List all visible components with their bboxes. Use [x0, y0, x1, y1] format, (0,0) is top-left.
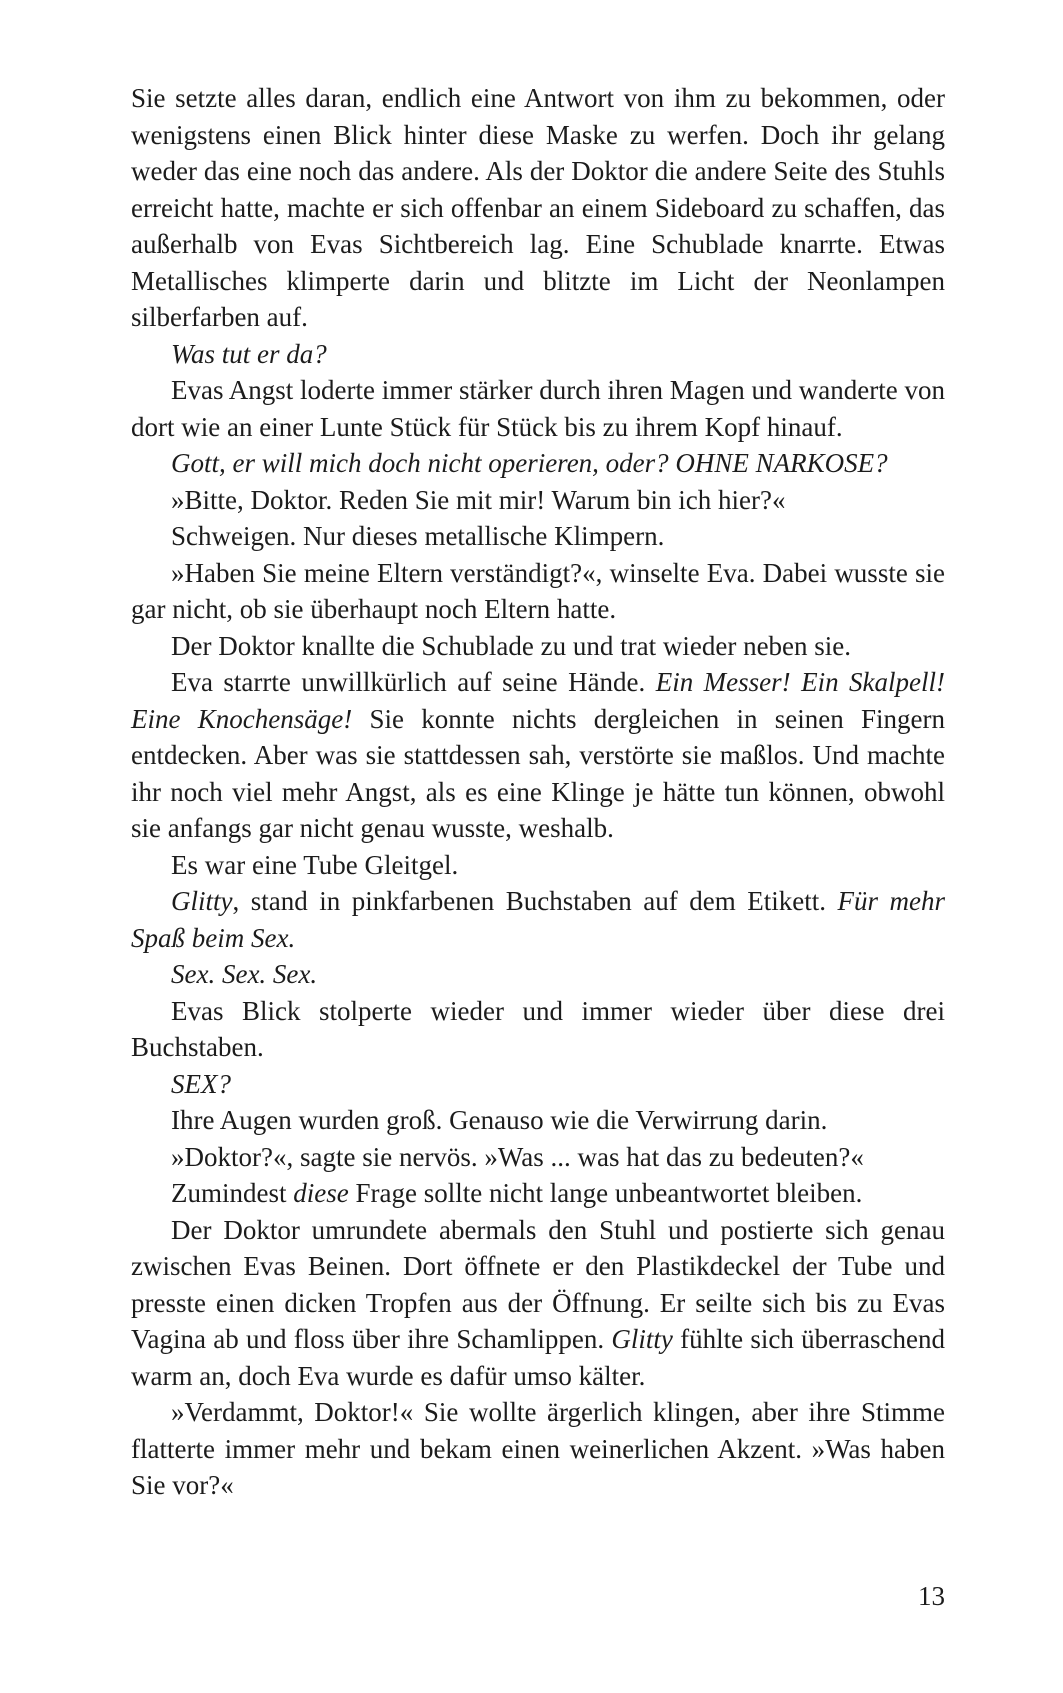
italic-text-run: diese [293, 1178, 349, 1208]
text-run: Zumindest [171, 1178, 294, 1208]
paragraph [131, 847, 945, 884]
italic-text-run: Glitty [611, 1324, 673, 1354]
italic-text-run: Ein Messer! Ein Skalpell! Eine Knochensäge! [131, 667, 945, 734]
text-run: Der Doktor knallte die Schublade zu und trat wieder neben sie. [171, 630, 852, 661]
page-number: 13 [918, 1581, 945, 1611]
paragraph [131, 664, 945, 847]
italic-text-run: Sex. Sex. Sex. [171, 959, 318, 989]
paragraph [131, 1394, 945, 1504]
italic-text-run: Gott, er will mich doch nicht operieren, oder? OHNE NARKOSE? [171, 448, 888, 478]
paragraph [131, 1139, 945, 1176]
text-run: Sie konnte nichts dergleichen in seinen Fingern entdecken. Aber was sie stattdessen sah, verstörte sie maßlos. Und machte ihr noch viel mehr Angst, als es eine Klinge je hätte tun können, obwohl sie anfangs gar nicht genau wusste, weshalb. [131, 703, 945, 843]
paragraph [131, 372, 945, 445]
paragraph [131, 555, 945, 628]
italic-text-run: Glitty [171, 886, 233, 916]
text-run: »Haben Sie meine Eltern verständigt?«, winselte Eva. Dabei wusste sie gar nicht, ob sie überhaupt noch Eltern hatte. [131, 557, 945, 624]
text-run: Evas Blick stolperte wieder und immer wieder über diese drei Buchstaben. [131, 995, 945, 1062]
paragraph [131, 628, 945, 665]
paragraph [131, 445, 945, 482]
book-page-text [131, 80, 945, 1504]
text-run: »Verdammt, Doktor!« Sie wollte ärgerlich klingen, aber ihre Stimme flatterte immer mehr und bekam einen weinerlichen Akzent. »Was haben Sie vor?« [131, 1397, 945, 1500]
italic-text-run: Was tut er da? [171, 338, 327, 369]
text-run: »Bitte, Doktor. Reden Sie mit mir! Warum bin ich hier?« [171, 484, 786, 515]
text-run: »Doktor?«, sagte sie nervös. »Was ... was hat das zu bedeuten?« [171, 1141, 864, 1172]
paragraph [131, 1212, 945, 1395]
text-run: Der Doktor umrundete abermals den Stuhl und postierte sich genau zwischen Evas Beinen. Dort öffnete er den Plastikdeckel der Tube und presste einen dicken Tropfen aus der Öffnung. Er seilte sich bis zu Evas Vagina ab und floss über ihre Schamlippen. [131, 1214, 945, 1354]
text-run: Sie setzte alles daran, endlich eine Antwort von ihm zu bekommen, oder wenigstens einen Blick hinter diese Maske zu werfen. Doch ihr gelang weder das eine noch das andere. Als der Doktor die andere Seite des Stuhls erreicht hatte, machte er sich offenbar an einem Sideboard zu schaffen, das außerhalb von Evas Sichtbereich lag. Eine Schublade knarrte. Etwas Metallisches klimperte darin und blitzte im Licht der Neonlampen silberfarben auf. [131, 83, 945, 332]
paragraph [131, 956, 945, 993]
italic-text-run: Für mehr Spaß beim Sex. [131, 886, 945, 953]
text-run: Es war eine Tube Gleitgel. [171, 849, 459, 880]
paragraph [131, 482, 945, 519]
text-run: fühlte sich überraschend warm an, doch Eva wurde es dafür umso kälter. [131, 1324, 945, 1391]
paragraph [131, 336, 945, 373]
paragraph [131, 1102, 945, 1139]
paragraph [131, 883, 945, 956]
text-run: Schweigen. Nur dieses metallische Klimpern. [171, 521, 665, 551]
text-run: Frage sollte nicht lange unbeantwortet bleiben. [348, 1178, 863, 1208]
paragraph [131, 993, 945, 1066]
paragraph [131, 1175, 945, 1212]
text-run: Evas Angst loderte immer stärker durch ihren Magen und wanderte von dort wie an einer Lunte Stück für Stück bis zu ihrem Kopf hinauf. [131, 375, 945, 442]
paragraph [131, 1066, 945, 1103]
text-run: Ihre Augen wurden groß. Genauso wie die Verwirrung darin. [171, 1105, 828, 1135]
paragraph [131, 80, 945, 336]
paragraph [131, 518, 945, 555]
text-run: Eva starrte unwillkürlich auf seine Hände. [171, 667, 656, 697]
italic-text-run: SEX? [171, 1068, 231, 1099]
text-run: , stand in pinkfarbenen Buchstaben auf dem Etikett. [232, 886, 838, 916]
